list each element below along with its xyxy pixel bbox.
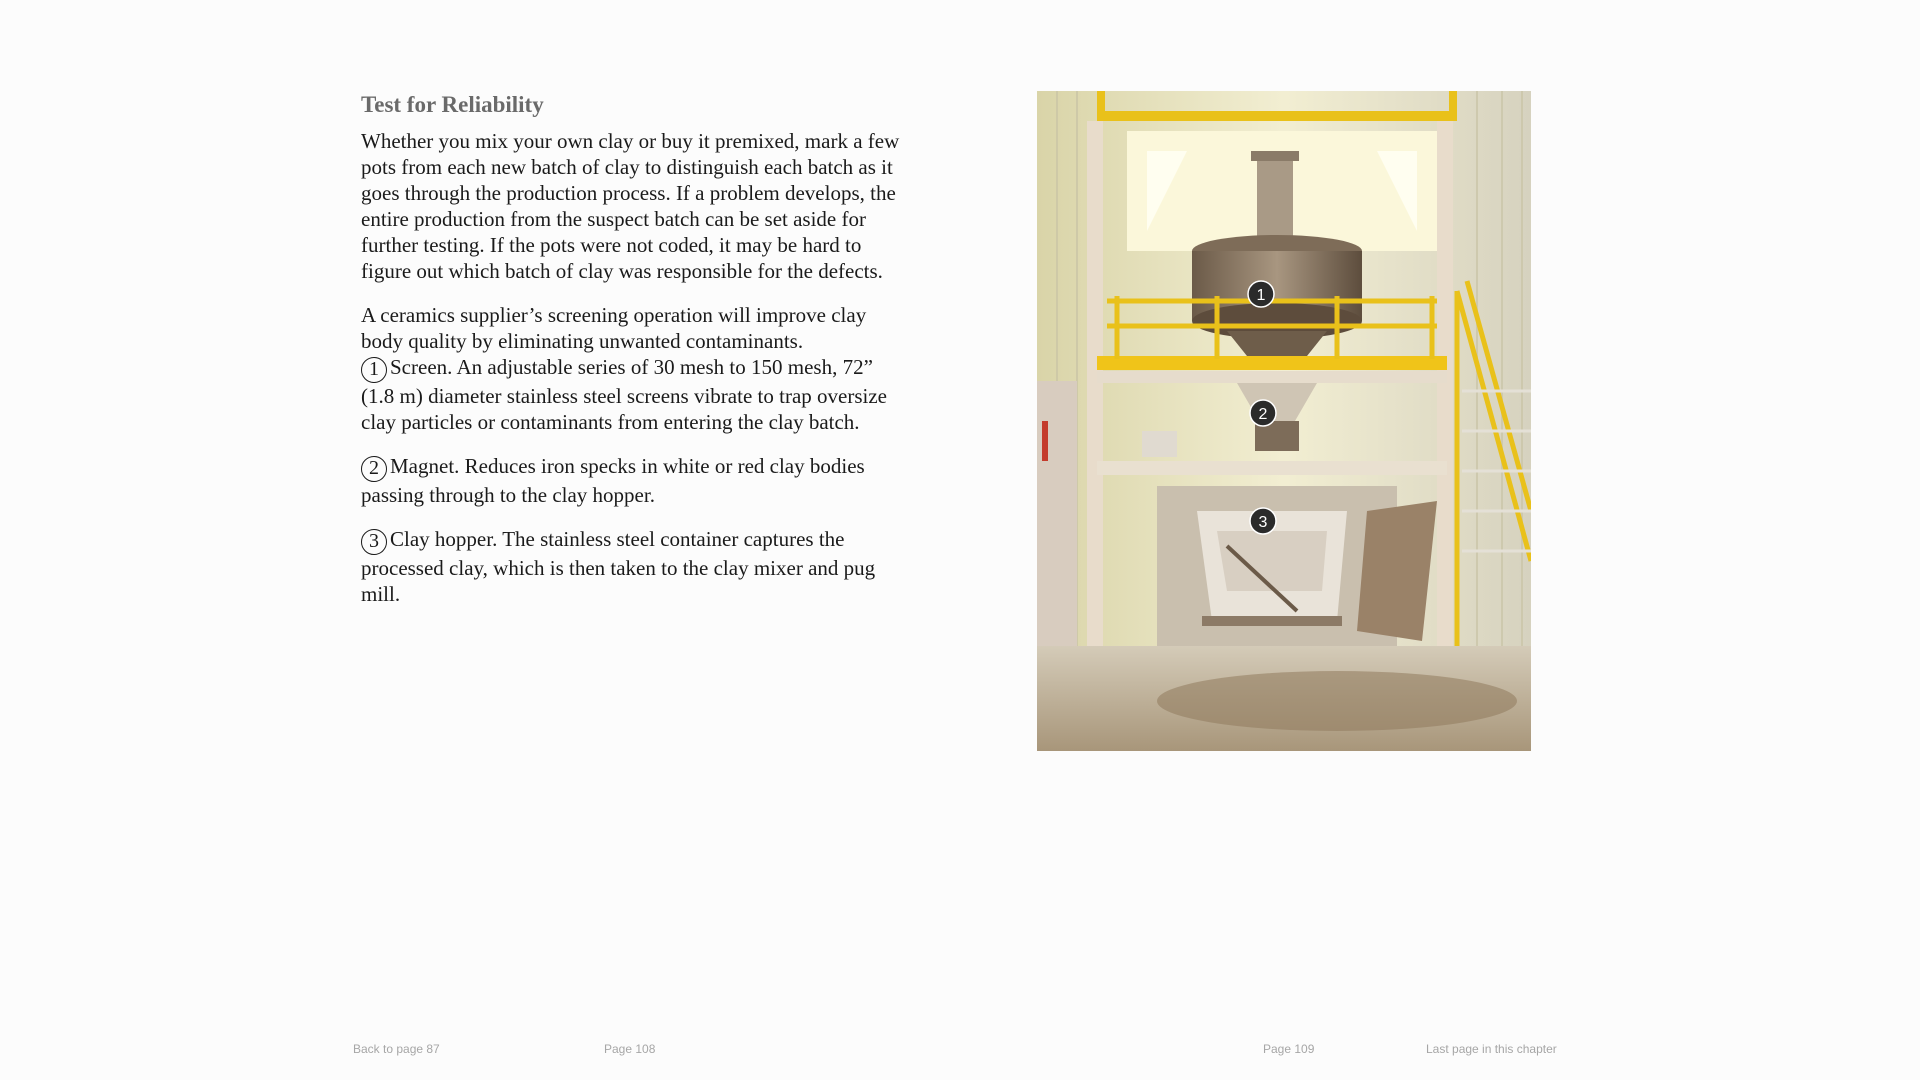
- supplier-paragraph: A ceramics supplier’s screening operation will improve clay body quality by eliminating unwanted contaminants.: [361, 303, 867, 353]
- item-screen: [361, 354, 911, 435]
- back-to-page-link[interactable]: Back to page 87: [353, 1042, 440, 1056]
- left-page-number: Page 108: [604, 1042, 656, 1056]
- number-3-icon: 3: [361, 529, 387, 555]
- item-magnet: [361, 453, 911, 508]
- last-page-in-chapter-link[interactable]: Last page in this chapter: [1426, 1042, 1557, 1056]
- item-screen-text: Screen. An adjustable series of 30 mesh to 150 mesh, 72” (1.8 m) diameter stainless steel screens vibrate to trap oversize clay particles or contaminants from entering the clay batch.: [361, 355, 887, 434]
- number-2-icon: 2: [361, 456, 387, 482]
- item-magnet-text: Magnet. Reduces iron specks in white or red clay bodies passing through to the clay hopper.: [361, 454, 865, 507]
- callout-3-icon: [1250, 508, 1276, 534]
- item-hopper: [361, 526, 911, 607]
- callout-2-icon: [1250, 400, 1276, 426]
- screening-operation-photo: [1037, 91, 1531, 751]
- right-page-number: Page 109: [1263, 1042, 1315, 1056]
- intro-paragraph: Whether you mix your own clay or buy it premixed, mark a few pots from each new batch of clay to distinguish each batch as it goes through the production process. If a problem develops, the entire production from the suspect batch can be set aside for further testing. If the pots were not coded, it may be hard to figure out which batch of clay was responsible for the defects.: [361, 129, 900, 283]
- callout-1-label: 1: [1256, 287, 1266, 304]
- item-hopper-text: Clay hopper. The stainless steel container captures the processed clay, which is then taken to the clay mixer and pug mill.: [361, 527, 876, 606]
- callout-2-label: 2: [1258, 406, 1268, 423]
- left-page-text: [361, 88, 911, 625]
- number-1-icon: 1: [361, 357, 387, 383]
- section-heading: Test for Reliability: [361, 92, 544, 117]
- callout-3-label: 3: [1258, 514, 1268, 531]
- callout-1-icon: [1248, 281, 1274, 307]
